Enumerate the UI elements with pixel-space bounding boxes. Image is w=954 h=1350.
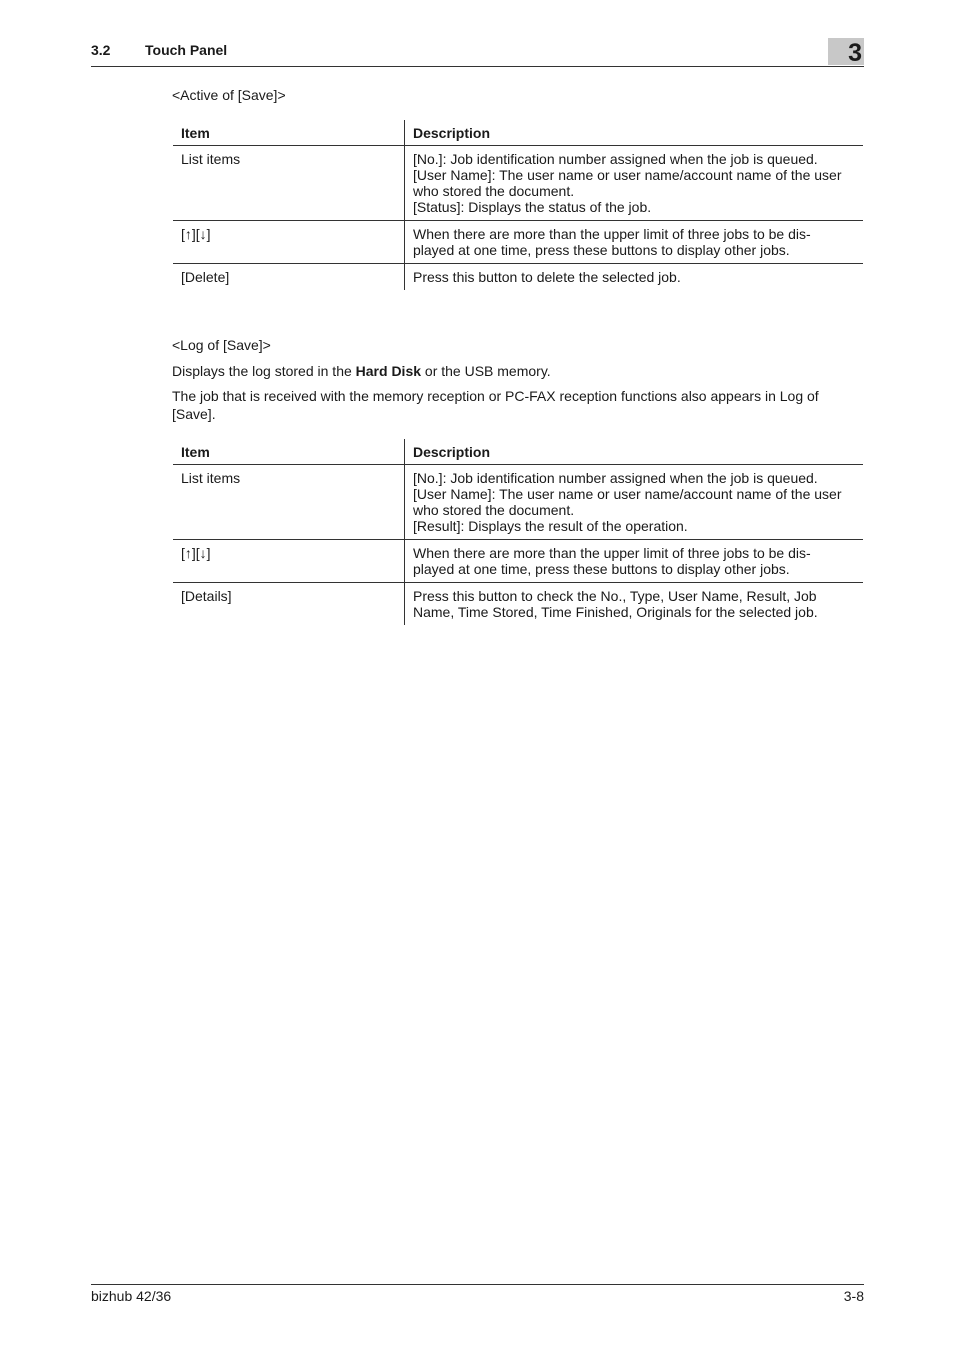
description-line: When there are more than the upper limit of three jobs to be dis- xyxy=(413,545,811,561)
description-line: played at one time, press these buttons to display other jobs. xyxy=(413,561,790,577)
column-header-item: Item xyxy=(173,120,405,146)
log-save-note xyxy=(172,387,864,423)
description-line: [Status]: Displays the status of the job. xyxy=(413,199,652,215)
row-description xyxy=(405,221,864,264)
description-line: Press this button to delete the selected job. xyxy=(413,269,681,285)
description-line: Name, Time Stored, Time Finished, Originals for the selected job. xyxy=(413,604,818,620)
page-footer xyxy=(91,1284,864,1304)
note-line: [Save]. xyxy=(172,406,216,422)
description-line: [No.]: Job identification number assigned when the job is queued. xyxy=(413,151,818,167)
page-number: 3-8 xyxy=(843,1288,864,1304)
table-header-row xyxy=(173,120,863,146)
description-line: Press this button to check the No., Type, User Name, Result, Job xyxy=(413,588,817,604)
table-row xyxy=(173,540,863,583)
intro-text: Displays the log stored in the xyxy=(172,363,356,379)
log-save-table xyxy=(173,439,863,625)
table-row xyxy=(173,264,863,291)
row-item: [↑][↓] xyxy=(173,540,405,583)
table-row xyxy=(173,465,863,540)
column-header-description: Description xyxy=(405,120,864,146)
active-save-table xyxy=(173,120,863,290)
product-name: bizhub 42/36 xyxy=(91,1288,172,1304)
description-line: who stored the document. xyxy=(413,502,575,518)
row-item: List items xyxy=(173,465,405,540)
description-line: [Result]: Displays the result of the operation. xyxy=(413,518,688,534)
column-header-item: Item xyxy=(173,439,405,465)
table-row xyxy=(173,221,863,264)
intro-bold: Hard Disk xyxy=(355,363,422,379)
row-description xyxy=(405,264,864,291)
row-item: [Details] xyxy=(173,583,405,626)
log-save-caption: <Log of [Save]> xyxy=(172,337,271,353)
row-description xyxy=(405,146,864,221)
page-header xyxy=(91,38,864,67)
active-save-caption: <Active of [Save]> xyxy=(172,87,286,103)
intro-text-end: or the USB memory. xyxy=(421,363,551,379)
row-description xyxy=(405,540,864,583)
row-description xyxy=(405,583,864,626)
note-line: The job that is received with the memory reception or PC-FAX reception functions also appears in Log of xyxy=(172,388,819,404)
section-title: Touch Panel xyxy=(145,42,228,58)
row-item: [Delete] xyxy=(173,264,405,291)
column-header-description: Description xyxy=(405,439,864,465)
table-row xyxy=(173,583,863,626)
row-item: [↑][↓] xyxy=(173,221,405,264)
description-line: [User Name]: The user name or user name/account name of the user xyxy=(413,486,842,502)
section-number: 3.2 xyxy=(91,42,111,58)
table-row xyxy=(173,146,863,221)
row-item: List items xyxy=(173,146,405,221)
description-line: played at one time, press these buttons to display other jobs. xyxy=(413,242,790,258)
description-line: [No.]: Job identification number assigned when the job is queued. xyxy=(413,470,818,486)
log-save-intro xyxy=(172,362,864,380)
description-line: who stored the document. xyxy=(413,183,575,199)
chapter-badge: 3 xyxy=(828,38,864,65)
table-header-row xyxy=(173,439,863,465)
description-line: [User Name]: The user name or user name/account name of the user xyxy=(413,167,842,183)
row-description xyxy=(405,465,864,540)
description-line: When there are more than the upper limit of three jobs to be dis- xyxy=(413,226,811,242)
